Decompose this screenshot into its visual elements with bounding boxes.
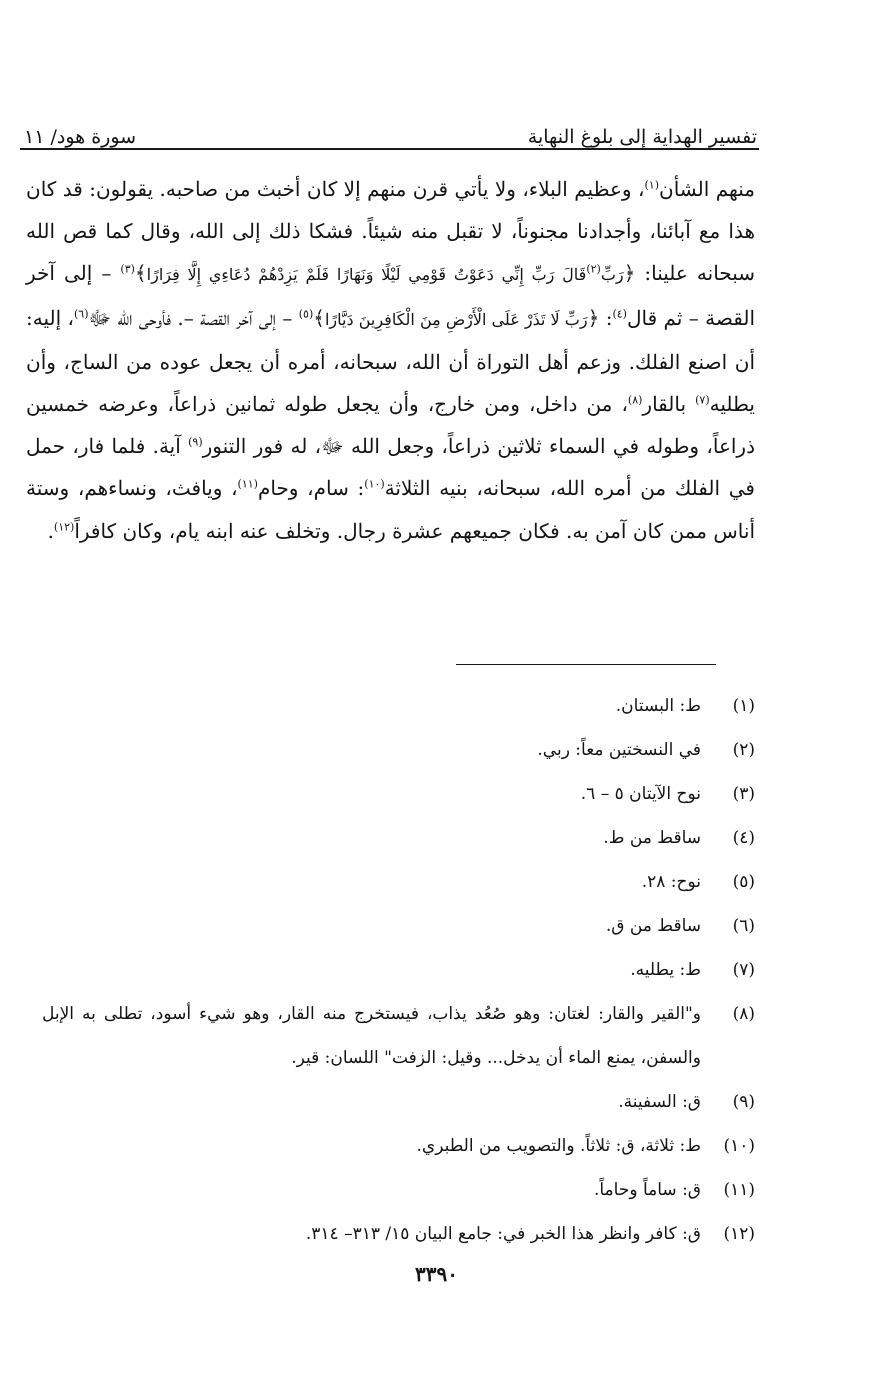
footnote-ref: (١١) xyxy=(237,477,258,491)
footnote-number: (٩) xyxy=(732,1092,755,1112)
text-segment: – إلى آخر القصة –. فأوحى الله ﷻ xyxy=(88,305,299,330)
text-segment: : ﴿ xyxy=(587,305,613,330)
text-segment: ، وعظيم البلاء، ولا يأتي قرن منهم إلا كان أخبث من صاحبه. يقولون: قد كان هذا مع آبائنا، وأجدادنا مجنوناً، لا تقبل منه شيئاً. فشكا ذلك إلى الله، وقال كما قص الله سبحانه علينا: ﴿ xyxy=(26,177,755,286)
footnote-number: (٦) xyxy=(732,916,755,936)
footnote-item xyxy=(42,1168,755,1212)
footnote-ref: (٧) xyxy=(695,393,710,407)
footnote-text: و"القير والقار: لغتان: وهو صُعُد يذاب، فيستخرج منه القار، وهو شيء أسود، تطلى به الإبل والسفن، يمنع الماء أن يدخل... وقيل: الزفت" اللسان: قير. xyxy=(42,1004,701,1068)
footnote-text: ط: البستان. xyxy=(615,696,701,716)
text-segment: . xyxy=(47,518,54,543)
footnote-item xyxy=(42,684,755,728)
main-text xyxy=(26,168,755,552)
footnote-number: (٣) xyxy=(732,784,755,804)
footnote-text: في النسختين معاً: ربي. xyxy=(537,740,701,760)
quran-verse: رَبِّ لَا تَذَرْ عَلَى الْأَرْضِ مِنَ الْكَافِرِينَ دَيَّارًا xyxy=(324,309,588,329)
footnote-item xyxy=(42,948,755,992)
footnote-number: (١١) xyxy=(723,1180,755,1200)
footnote-item xyxy=(42,816,755,860)
text-segment: ، من داخل، ومن خارج، وأن يجعل طوله ثمانين ذراعاً، وعرضه خمسين ذراعاً، وطوله في السماء ثلاثين ذراعاً، وجعل الله ﷻ، له فور التنور xyxy=(26,392,755,459)
footnote-text: ق: السفينة. xyxy=(618,1092,701,1112)
header-rule xyxy=(20,148,759,150)
footnote-item xyxy=(42,992,755,1080)
footnotes-list xyxy=(42,684,755,1256)
footnote-number: (١٠) xyxy=(723,1136,755,1156)
footnote-number: (٧) xyxy=(732,960,755,980)
footnote-ref: (٣) xyxy=(120,262,135,276)
footnote-ref: (٤) xyxy=(612,306,627,320)
text-segment: ﴾ xyxy=(313,305,325,330)
text-segment: ، ويافث، ونساءهم، وستة أناس ممن كان آمن به. فكان جميعهم عشرة رجال. وتخلف عنه ابنه يام، وكان كافراً xyxy=(26,476,755,543)
footnote-ref: (١٠) xyxy=(364,477,385,491)
footnote-ref: (١٢) xyxy=(53,519,75,533)
footnote-number: (١٢) xyxy=(723,1224,755,1244)
footnote-number: (٨) xyxy=(732,1004,755,1024)
surah-page-label: سورة هود/ ١١ xyxy=(24,126,137,148)
footnote-ref: (٢) xyxy=(586,262,601,276)
footnote-ref: (٦) xyxy=(74,306,89,320)
text-segment: منهم الشأن xyxy=(659,177,755,201)
footnote-ref: (٥) xyxy=(298,306,314,320)
footnote-number: (٥) xyxy=(732,872,755,892)
footnote-item xyxy=(42,772,755,816)
footnote-item xyxy=(42,904,755,948)
footnote-item xyxy=(42,728,755,772)
footnote-item xyxy=(42,1080,755,1124)
footnote-ref: (١) xyxy=(644,178,659,192)
text-segment: – إلى آخر القصة – ثم قال xyxy=(26,261,756,330)
footnote-text: ق: كافر وانظر هذا الخبر في: جامع البيان ١٥/ ٣١٣– ٣١٤. xyxy=(305,1224,701,1244)
footnote-ref: (٩) xyxy=(188,435,203,449)
footnote-text: نوح: ٢٨. xyxy=(641,872,701,892)
quran-verse: رَبِّ xyxy=(600,265,624,285)
text-segment: ﴾ xyxy=(134,261,147,286)
footnote-text: ط: ثلاثة، ق: ثلاثاً. والتصويب من الطبري. xyxy=(416,1136,701,1156)
footnote-item xyxy=(42,1124,755,1168)
text-segment: ، إليه: أن اصنع الفلك. وزعم أهل التوراة أن الله، سبحانه، أمره أن يجعل عوده من الساج، وأن يطليه xyxy=(26,305,755,417)
footnote-item xyxy=(42,1212,755,1256)
text-segment: بالقار xyxy=(642,392,696,417)
footnote-text: ط: يطليه. xyxy=(630,960,701,980)
footnote-number: (٤) xyxy=(732,828,755,848)
footnote-text: ساقط من ط. xyxy=(603,828,701,848)
footnote-text: ق: ساماً وحاماً. xyxy=(593,1180,701,1200)
footnote-text: ساقط من ق. xyxy=(605,916,701,936)
footnote-item xyxy=(42,860,755,904)
footnote-number: (٢) xyxy=(732,740,755,760)
text-segment: : سام، وحام xyxy=(257,476,365,501)
running-header xyxy=(24,112,757,148)
footnote-number: (١) xyxy=(732,696,755,716)
book-title: تفسير الهداية إلى بلوغ النهاية xyxy=(527,126,757,148)
quran-verse: قَالَ رَبِّ إِنِّي دَعَوْتُ قَوْمِي لَيْلًا وَنَهَارًا فَلَمْ يَزِدْهُمْ دُعَاءِي إِلَّا فِرَارًا xyxy=(146,265,587,285)
text-segment: آية. فلما فار، حمل في الفلك من أمره الله، سبحانه، بنيه الثلاثة xyxy=(26,434,755,501)
page-number: ٣٣٩٠ xyxy=(415,1262,458,1286)
footnote-separator xyxy=(456,664,716,665)
footnote-ref: (٨) xyxy=(627,393,643,407)
footnote-text: نوح الآيتان ٥ – ٦. xyxy=(580,784,701,804)
